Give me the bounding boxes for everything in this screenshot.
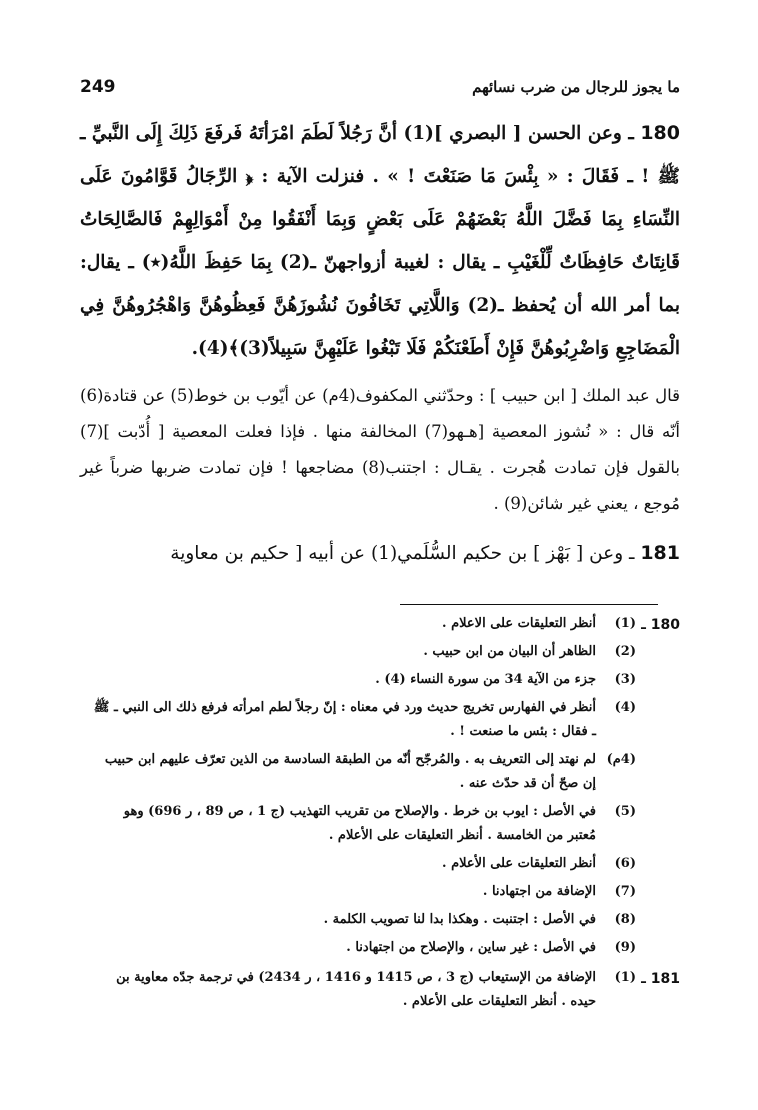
footnote: [92, 696, 636, 744]
paragraph-181: [80, 532, 680, 575]
footnote: [92, 668, 636, 692]
footnote: [92, 908, 636, 932]
footnote-number: (7): [614, 884, 636, 899]
footnote-number: (2): [614, 644, 636, 659]
footnote-group-number: 180 ـ: [641, 617, 680, 633]
footnote-group-number: 181 ـ: [641, 971, 680, 987]
footnote-group-181: [92, 966, 680, 1018]
page-header: [80, 72, 680, 102]
footnote: [92, 936, 636, 960]
footnote-number: (1): [614, 616, 636, 631]
footnote-text: الظاهر أن البيان من ابن حبيب .: [423, 644, 596, 659]
footnote-number: (4): [614, 700, 636, 715]
footnote-text: الإضافة من اجتهادنا .: [482, 884, 596, 899]
footnote: [92, 640, 636, 664]
page-number: 249: [80, 77, 116, 97]
footnote-text: أنظر التعليقات على الأعلام .: [442, 856, 596, 871]
paragraph-text: قال عبد الملك [ ابن حبيب ] : وحدّثني المكفوف(4م) عن أيّوب بن خوط(5) عن قتادة(6) أنّه قال : « نُشوز المعصية [هـهو(7) المخالفة منها . فإذا فعلت المعصية [ أُدّبت ](7) بالقول فإن تمادت هُجرت . يقـال : اجتنب(8) مضاجعها ! فإن تمادت ضربها ضرباً غير مُوجع ، يعني غير شائن(9) .: [80, 386, 681, 513]
footnote-text: أنظر التعليقات على الاعلام .: [442, 616, 596, 631]
footnote-text: في الأصل : ايوب بن خرط . والإصلاح من تقريب التهذيب (ج 1 ، ص 89 ، ر 696) وهو مُعتبر من الخامسة . أنظر التعليقات على الأعلام .: [123, 804, 596, 843]
running-head: ما يجوز للرجال من ضرب نسائهم: [472, 78, 680, 96]
footnote-text: جزء من الآية 34 من سورة النساء (4) .: [375, 672, 596, 687]
footnote-number: (9): [614, 940, 636, 955]
paragraph-number: 181: [640, 542, 680, 564]
footnote-number: (1): [614, 970, 636, 985]
footnote: [92, 800, 636, 848]
footnote-separator: [400, 604, 658, 605]
paragraph-180: [80, 112, 680, 370]
paragraph-number: 180: [640, 122, 680, 144]
footnote-group-180: [92, 612, 680, 964]
footnote-text: الإضافة من الإستيعاب (ج 3 ، ص 1415 و 1416 ، ر 2434) في ترجمة جدّه معاوية بن حيده . أنظر التعليقات على الأعلام .: [116, 970, 596, 1009]
footnote-number: (4م): [606, 752, 636, 767]
footnote-text: أنظر في الفهارس تخريج حديث ورد في معناه : إنّ رجلاً لطم امرأته فرفع ذلك الى النبي ـ ﷺ ـ فقال : بئس ما صنعت ! .: [93, 700, 596, 739]
paragraph-text: ـ وعن [ بَهْز ] بن حكيم السُّلَمي(1) عن أبيه [ حكيم بن معاوية: [170, 543, 635, 564]
paragraph-text: ـ وعن الحسن [ البصري ](1) أنَّ رَجُلاً لَطَمَ امْرَأتَهُ فَرفَعَ ذَلِكَ إِلَى النَّبيِّ ـ ﷺ ! ـ فَقَالَ : « بِئْسَ مَا صَنَعْتَ ! » . فنزلت الآية : ﴿ الرِّجَالُ قَوَّامُونَ عَلَى النِّسَاءِ بِمَا فَضَّلَ اللَّهُ بَعْضَهُمْ عَلَى بَعْضٍ وَبِمَا أَنْفَقُوا مِنْ أَمْوَالِهِمْ فَالصَّالِحَاتُ قَانِتَاتٌ حَافِظَاتٌ لِّلْغَيْبِ ـ يقال : لغيبة أزواجهنّ ـ(2) بِمَا حَفِظَ اللَّهُ(٭) ـ يقال: بما أمر الله أن يُحفظ ـ(2) وَاللَّاتِي تَخَافُونَ نُشُوزَهُنَّ فَعِظُوهُنَّ وَاهْجُرُوهُنَّ فِي الْمَضَاجِعِ وَاضْرِبُوهُنَّ فَإِنْ أَطَعْنَكُمْ فَلَا تَبْغُوا عَلَيْهِنَّ سَبِيلاً(3)﴾(4).: [80, 123, 681, 359]
footnote-text: في الأصل : اجتنبت . وهكذا بدا لنا تصويب الكلمة .: [323, 912, 596, 927]
footnote-number: (6): [614, 856, 636, 871]
footnote-number: (3): [614, 672, 636, 687]
footnote: [92, 880, 636, 904]
main-text: [80, 112, 680, 575]
footnote-text: في الأصل : غير ساين ، والإصلاح من اجتهادنا .: [346, 940, 596, 955]
footnote: [92, 612, 636, 636]
footnote: [92, 966, 636, 1014]
paragraph-ibn-habib: [80, 378, 680, 522]
footnote-text: لم نهتد إلى التعريف به . والمُرجّح أنّه من الطبقة السادسة من الذين تعرّف عليهم ابن حبيب إن صحّ أن قد حدّث عنه .: [104, 752, 596, 791]
footnote-number: (5): [614, 804, 636, 819]
footnote-number: (8): [614, 912, 636, 927]
footnotes: [92, 612, 680, 1020]
footnote: [92, 748, 636, 796]
footnote: [92, 852, 636, 876]
